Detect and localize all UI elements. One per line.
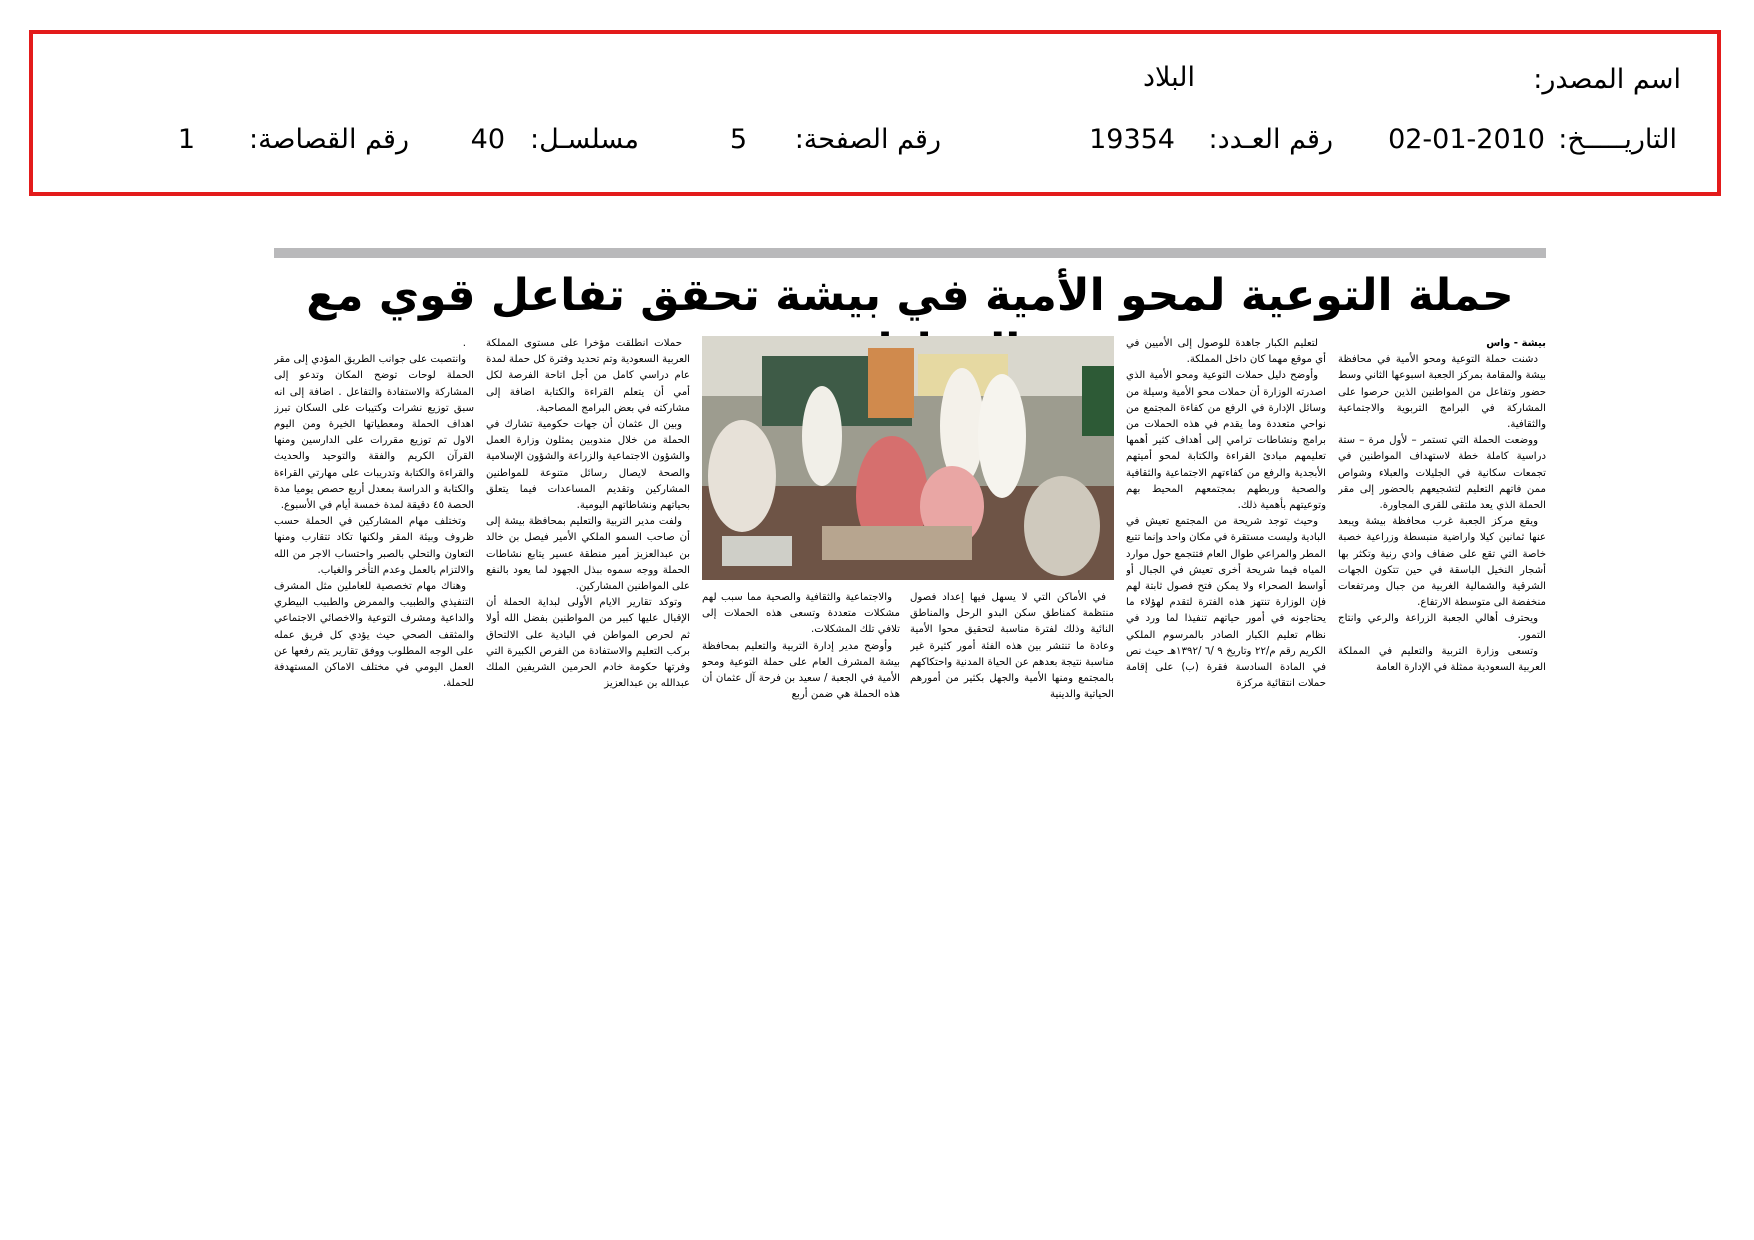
paragraph: دشنت حملة التوعية ومحو الأمية في محافظة بيشة والمقامة بمركز الجعبة اسبوعها الثاني وسط حضور وتفاعل من المواطنين الذين حرصوا على المشاركة في البرامج التربوية والاجتماعية والثقافية.	[1338, 354, 1546, 431]
paragraph: وأوضح دليل حملات التوعية ومحو الأمية الذي اصدرته الوزارة أن حملات محو الأمية وسيلة من وسائل الإدارة في الرفع من كفاءة المجتمع من نواحي متعددة وما يقدم في هذه الحملات من برامج ونشاطات ترامي إلى أهداف كثير أهمها تعليمهم مبادئ القراءة والكتابة لمحو أميتهم الأبجدية والرفع من كفاءتهم الاجتماعية والثقافية والصحية وربطهم بمجتمعهم المحيط بهم وتوعيتهم بأهمية ذلك.	[1126, 370, 1326, 512]
clip-label: رقم القصاصة:	[248, 124, 409, 155]
serial-value: 40	[470, 124, 505, 155]
source-label: اسم المصدر:	[1533, 64, 1681, 95]
serial-label: مسلسـل:	[529, 124, 639, 155]
title-rule	[274, 248, 1546, 258]
page-label: رقم الصفحة:	[794, 124, 941, 155]
paragraph: والاجتماعية والثقافية والصحية مما سبب لهم مشكلات متعددة وتسعى هذه الحملات إلى تلافي تلك المشكلات.	[702, 592, 900, 636]
date-label: التاريـــــخ:	[1558, 124, 1677, 155]
article-byline: بيشة - واس	[1486, 338, 1546, 349]
paragraph: وانتصبت على جوانب الطريق المؤدي إلى مقر الحملة لوحات توضح المكان وتدعو إلى المشاركة والاستفادة والتفاعل . اضافة إلى انه سبق توزيع نشرات وكتيبات على السكان تبرز اهداف الحملة ومعطياتها الخيرة ومن اليوم الاول تم توزيع مقررات على الدارسين ومنها القرآن الكريم والفقة والتوحيد والحديث والقراءة والكتابة وتدريبات على مهارتي القراءة والكتابة و الدراسة بمعدل أربع حصص يوميا مدة الحصة ٤٥ دقيقة لمدة خمسة أيام في الأسبوع.	[274, 354, 474, 512]
article-headline: حملة التوعية لمحو الأمية في بيشة تحقق تفاعل قوي مع	[306, 270, 1514, 321]
paragraph: وأوضح مدير إدارة التربية والتعليم بمحافظة بيشة المشرف العام على حملة التوعية ومحو الأمية في الجعبة / سعيد بن فرحة آل عثمان أن هذه الحملة هي ضمن أربع	[702, 640, 900, 701]
article-column-3	[910, 590, 1114, 726]
article-column-5	[486, 336, 690, 726]
paragraph: .	[462, 338, 466, 349]
source-value: البلاد	[1142, 62, 1195, 93]
paragraph: ووضعت الحملة التي تستمر – لأول مرة – ستة دراسية كاملة خطة لاستهداف المواطنين في تجمعات سكانية في الجليلات والعبلاء وشواص ممن فاتهم التعليم لتشجيعهم بالحضور إلى مقر الحملة الذي يعد ملتقى للقرى المجاورة.	[1338, 435, 1546, 512]
clipping-info-box	[29, 30, 1721, 196]
paragraph: في الأماكن التي لا يسهل فيها إعداد فصول منتظمة كمناطق سكن البدو الرحل والمناطق النائية وذلك لفترة مناسبة لتحقيق محوا الأمية وعادة ما تنتشر بين هذه الفئة أمور كثيرة غير مناسبة نتيجة بعدهم عن الحياة المدنية واحتكاكهم بالمجتمع ومنها الأمية والجهل بكثير من أمورهم الحياتية والدينية	[910, 592, 1114, 701]
article-column-4	[702, 590, 900, 726]
paragraph: لتعليم الكبار جاهدة للوصول إلى الأميين في أي موقع مهما كان داخل المملكة.	[1126, 338, 1326, 366]
article-photo	[702, 336, 1114, 580]
paragraph: وتوكد تقارير الايام الأولى لبداية الحملة أن الإقبال عليها كبير من المواطنين بفضل الله أولا ثم لحرص المواطن في البادية على الالتحاق بركب التعليم والاستفادة من الفرص الكبيرة التي وفرتها حكومة خادم الحرمين الشريفين الملك عبدالله بن عبدالعزيز	[486, 597, 690, 690]
paragraph: ويقع مركز الجعبة غرب محافظة بيشة ويبعد عنها ثمانين كيلا واراضية منبسطة وزراعية خصبة خاصة التي تقع على ضفاف وادي رنية وتكثر بها أشجار النخيل الباسقة في حين تتكون الجهات الشرقية والشمالية الغربية من جبال ومرتفعات منخفضة الى متوسطة الارتفاع.	[1338, 516, 1546, 609]
paragraph: حملات انطلقت مؤخرا على مستوى المملكة العربية السعودية وتم تحديد وفترة كل حملة لمدة عام دراسي كامل من أجل اتاحة الفرصة لكل أمي أن يتعلم القراءة والكتابة اضافة إلى مشاركته في بعض البرامج المصاحبة.	[486, 338, 690, 414]
clip-value: 1	[177, 124, 195, 155]
date-value: 02-01-2010	[1388, 124, 1545, 155]
paragraph: ويحترف أهالي الجعبة الزراعة والرعي وانتاج التمور.	[1338, 613, 1546, 641]
paragraph: وهناك مهام تخصصية للعاملين مثل المشرف التنفيذي والطبيب والممرض والطبيب البيطري والداعية ومشرف التوعية والاخصائي الاجتماعي والمثقف الصحي حيث يؤدي كل فريق عمله على الوجه المطلوب ووفق تقارير يتم رفعها عن العمل اليومي في مختلف الاماكن المستهدفة للحملة.	[274, 581, 474, 690]
issue-value: 19354	[1089, 124, 1175, 155]
paragraph: وتختلف مهام المشاركين في الحملة حسب ظروف وبيئة المقر ولكنها تكاد تتقارب ومنها التعاون والتحلي بالصبر واحتساب الاجر من الله والالتزام بالعمل وعدم التأخر والغياب.	[274, 516, 474, 576]
paragraph: ولفت مدير التربية والتعليم بمحافظة بيشة إلى أن صاحب السمو الملكي الأمير فيصل بن خالد بن عبدالعزيز أمير منطقة عسير يتابع نشاطات الحملة ووجه سموه ببذل الجهود لما يعود بالنفع على المواطنين المشاركين.	[486, 516, 690, 593]
article-column-6	[274, 336, 474, 726]
paragraph: وحيث توجد شريحة من المجتمع تعيش في البادية وليست مستقرة في مكان واحد وإنما تتبع المطر والمراعي طوال العام فتتجمع حول موارد المياه فيما شريحة أخرى تعيش في الجبال أو أواسط الصحراء ولا يمكن فتح فصول ثابتة لهم فإن الوزارة تنتهز هذه الفترة لتقدم لهؤلاء ما يحتاجونه في أمور حياتهم تنفيذا لما ورد في نظام تعليم الكبار الصادر بالمرسوم الملكي الكريم رقم م/٢٢ وتاريخ ٩ /٦ /١٣٩٢هـ حيث نص في المادة السادسة فقرة (ب) على إقامة حملات انتقائية مركزة	[1126, 516, 1326, 690]
paragraph: وبين ال عثمان أن جهات حكومية تشارك في الحملة من خلال مندوبين يمثلون وزارة العمل والشؤون الاجتماعية والزراعة والشؤون الإسلامية والصحة لايصال رسائل متنوعة للمواطنين المشاركين وتقديم المساعدات فيما يتعلق بحياتهم ونشاطاتهم اليومية.	[486, 419, 690, 512]
newspaper-article	[274, 248, 1546, 728]
article-column-1	[1338, 336, 1546, 726]
page-value: 5	[729, 124, 747, 155]
issue-label: رقم العـدد:	[1208, 124, 1333, 155]
article-column-2	[1126, 336, 1326, 726]
paragraph: وتسعى وزارة التربية والتعليم في المملكة العربية السعودية ممثلة في الإدارة العامة	[1338, 645, 1546, 674]
